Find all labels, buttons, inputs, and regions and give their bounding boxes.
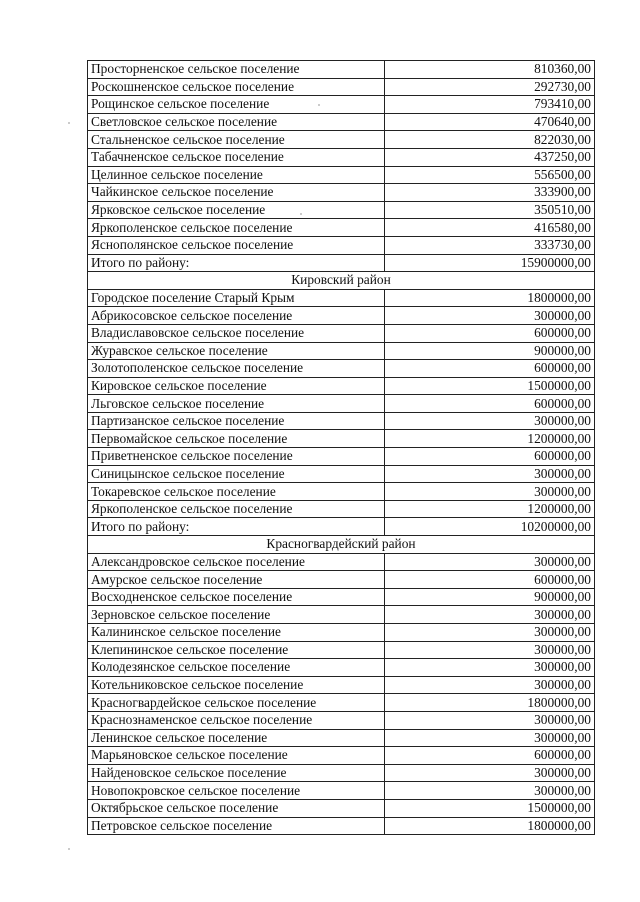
settlement-amount: 300000,00 <box>385 659 595 677</box>
settlement-amount: 600000,00 <box>385 571 595 589</box>
settlement-amount: 300000,00 <box>385 553 595 571</box>
settlement-amount: 333730,00 <box>385 236 595 254</box>
settlement-name: Калининское сельское поселение <box>88 624 385 642</box>
settlement-amount: 300000,00 <box>385 729 595 747</box>
settlement-amount: 1200000,00 <box>385 500 595 518</box>
settlement-name: Чайкинское сельское поселение <box>88 184 385 202</box>
settlement-row <box>88 764 595 782</box>
settlement-name: Городское поселение Старый Крым <box>88 289 385 307</box>
settlement-amount: 300000,00 <box>385 641 595 659</box>
settlement-amount: 1500000,00 <box>385 799 595 817</box>
settlement-name: Новопокровское сельское поселение <box>88 782 385 800</box>
settlement-amount: 1200000,00 <box>385 430 595 448</box>
settlement-name: Яснополянское сельское поселение <box>88 236 385 254</box>
settlement-row <box>88 430 595 448</box>
settlement-row <box>88 711 595 729</box>
settlement-row <box>88 307 595 325</box>
settlement-amount: 600000,00 <box>385 395 595 413</box>
settlement-name: Просторненское сельское поселение <box>88 61 385 79</box>
settlement-name: Котельниковское сельское поселение <box>88 676 385 694</box>
settlement-name: Владиславовское сельское поселение <box>88 324 385 342</box>
settlement-name: Клепининское сельское поселение <box>88 641 385 659</box>
settlement-amount: 300000,00 <box>385 711 595 729</box>
settlement-row <box>88 166 595 184</box>
settlement-amount: 600000,00 <box>385 448 595 466</box>
settlement-name: Восходненское сельское поселение <box>88 588 385 606</box>
settlement-row <box>88 817 595 835</box>
settlement-name: Стальненское сельское поселение <box>88 131 385 149</box>
settlement-name: Токаревское сельское поселение <box>88 483 385 501</box>
settlement-name: Приветненское сельское поселение <box>88 448 385 466</box>
scan-speck <box>68 848 70 850</box>
settlement-name: Ленинское сельское поселение <box>88 729 385 747</box>
total-label: Итого по району: <box>88 254 385 272</box>
settlement-name: Найденовское сельское поселение <box>88 764 385 782</box>
settlement-name: Целинное сельское поселение <box>88 166 385 184</box>
settlement-row <box>88 184 595 202</box>
settlement-row <box>88 747 595 765</box>
settlement-amount: 292730,00 <box>385 78 595 96</box>
total-amount: 15900000,00 <box>385 254 595 272</box>
settlement-amount: 300000,00 <box>385 624 595 642</box>
settlement-name: Первомайское сельское поселение <box>88 430 385 448</box>
settlement-amount: 300000,00 <box>385 412 595 430</box>
settlement-amount: 600000,00 <box>385 324 595 342</box>
settlement-name: Рощинское сельское поселение <box>88 96 385 114</box>
settlement-amount: 333900,00 <box>385 184 595 202</box>
district-header-row <box>88 536 595 554</box>
settlement-row <box>88 377 595 395</box>
settlement-row <box>88 448 595 466</box>
settlement-name: Партизанское сельское поселение <box>88 412 385 430</box>
settlement-amount: 822030,00 <box>385 131 595 149</box>
settlement-name: Кировское сельское поселение <box>88 377 385 395</box>
settlement-row <box>88 782 595 800</box>
district-name: Кировский район <box>88 272 595 290</box>
settlement-row <box>88 412 595 430</box>
settlement-name: Светловское сельское поселение <box>88 113 385 131</box>
settlement-row <box>88 500 595 518</box>
settlement-row <box>88 342 595 360</box>
settlement-amount: 1800000,00 <box>385 694 595 712</box>
settlement-row <box>88 324 595 342</box>
scan-speck <box>300 213 302 215</box>
settlement-amount: 1500000,00 <box>385 377 595 395</box>
settlement-amount: 900000,00 <box>385 342 595 360</box>
settlement-row <box>88 131 595 149</box>
settlement-name: Яркополенское сельское поселение <box>88 219 385 237</box>
settlement-amount: 300000,00 <box>385 606 595 624</box>
settlement-amount: 437250,00 <box>385 148 595 166</box>
settlement-amount: 556500,00 <box>385 166 595 184</box>
settlement-row <box>88 659 595 677</box>
settlement-row <box>88 61 595 79</box>
settlement-row <box>88 553 595 571</box>
settlement-row <box>88 360 595 378</box>
settlement-row <box>88 624 595 642</box>
settlement-row <box>88 219 595 237</box>
settlement-row <box>88 201 595 219</box>
settlement-amount: 300000,00 <box>385 676 595 694</box>
district-total-row <box>88 254 595 272</box>
allocation-table-body <box>88 61 595 835</box>
settlement-amount: 900000,00 <box>385 588 595 606</box>
settlement-row <box>88 676 595 694</box>
settlement-amount: 1800000,00 <box>385 289 595 307</box>
settlement-name: Абрикосовское сельское поселение <box>88 307 385 325</box>
settlement-amount: 300000,00 <box>385 782 595 800</box>
settlement-amount: 600000,00 <box>385 747 595 765</box>
settlement-row <box>88 641 595 659</box>
district-total-row <box>88 518 595 536</box>
settlement-row <box>88 465 595 483</box>
district-name: Красногвардейский район <box>88 536 595 554</box>
settlement-name: Марьяновское сельское поселение <box>88 747 385 765</box>
total-label: Итого по району: <box>88 518 385 536</box>
scan-speck <box>68 122 70 124</box>
settlement-row <box>88 694 595 712</box>
settlement-name: Синицынское сельское поселение <box>88 465 385 483</box>
district-header-row <box>88 272 595 290</box>
settlement-name: Ярковское сельское поселение <box>88 201 385 219</box>
settlement-amount: 600000,00 <box>385 360 595 378</box>
settlement-name: Красногвардейское сельское поселение <box>88 694 385 712</box>
settlement-name: Табачненское сельское поселение <box>88 148 385 166</box>
settlement-amount: 793410,00 <box>385 96 595 114</box>
settlement-amount: 300000,00 <box>385 307 595 325</box>
settlement-name: Роскошненское сельское поселение <box>88 78 385 96</box>
settlement-row <box>88 483 595 501</box>
settlement-row <box>88 606 595 624</box>
settlement-amount: 470640,00 <box>385 113 595 131</box>
settlement-amount: 810360,00 <box>385 61 595 79</box>
settlement-amount: 350510,00 <box>385 201 595 219</box>
settlement-name: Октябрьское сельское поселение <box>88 799 385 817</box>
settlement-row <box>88 289 595 307</box>
settlement-amount: 300000,00 <box>385 764 595 782</box>
settlement-row <box>88 729 595 747</box>
scan-speck <box>318 104 320 106</box>
settlement-amount: 300000,00 <box>385 465 595 483</box>
settlement-row <box>88 236 595 254</box>
settlement-row <box>88 78 595 96</box>
settlement-row <box>88 113 595 131</box>
settlement-name: Александровское сельское поселение <box>88 553 385 571</box>
settlement-amount: 416580,00 <box>385 219 595 237</box>
settlement-name: Амурское сельское поселение <box>88 571 385 589</box>
settlement-name: Яркополенское сельское поселение <box>88 500 385 518</box>
total-amount: 10200000,00 <box>385 518 595 536</box>
settlement-name: Золотополенское сельское поселение <box>88 360 385 378</box>
settlement-amount: 300000,00 <box>385 483 595 501</box>
settlement-row <box>88 148 595 166</box>
settlement-name: Зерновское сельское поселение <box>88 606 385 624</box>
settlement-row <box>88 799 595 817</box>
settlement-amount: 1800000,00 <box>385 817 595 835</box>
settlement-name: Колодезянское сельское поселение <box>88 659 385 677</box>
settlement-name: Льговское сельское поселение <box>88 395 385 413</box>
settlement-row <box>88 96 595 114</box>
settlement-row <box>88 588 595 606</box>
settlement-name: Журавское сельское поселение <box>88 342 385 360</box>
settlement-name: Петровское сельское поселение <box>88 817 385 835</box>
settlement-row <box>88 571 595 589</box>
settlement-row <box>88 395 595 413</box>
allocation-table <box>87 60 595 835</box>
settlement-name: Краснознаменское сельское поселение <box>88 711 385 729</box>
